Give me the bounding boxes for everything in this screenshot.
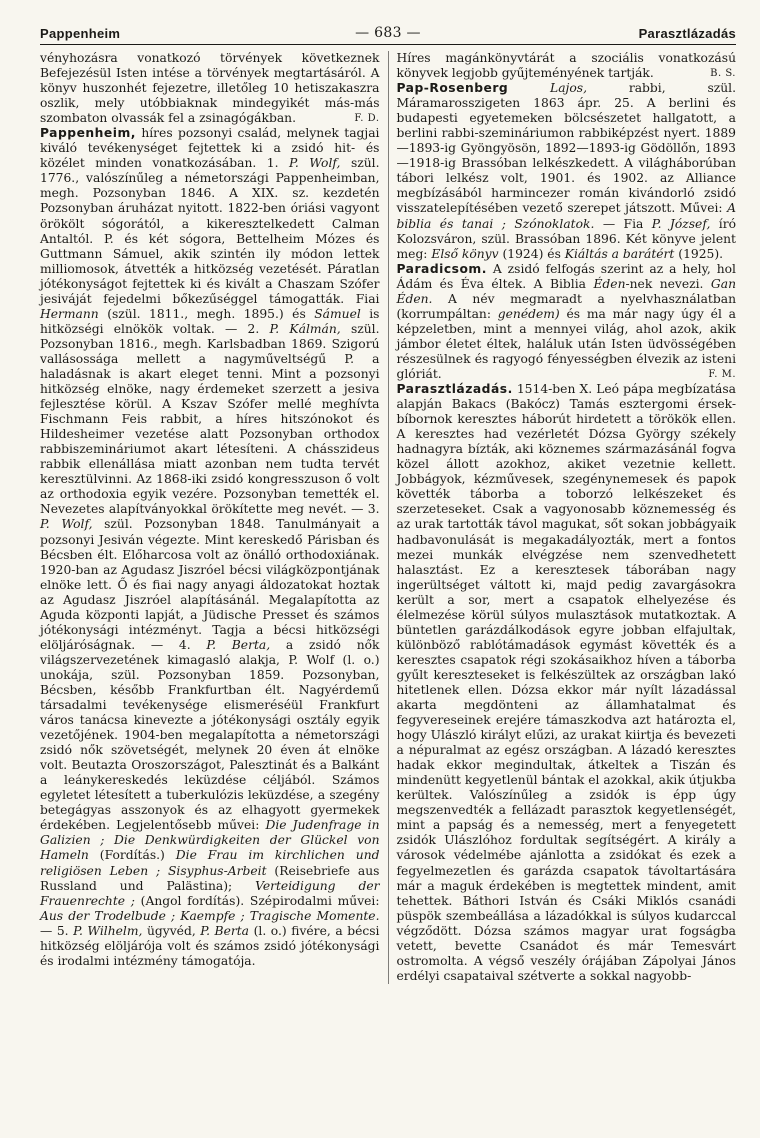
- entry-text: (Fordítás.): [88, 848, 176, 863]
- entry-text: ügyvéd,: [142, 923, 201, 938]
- entry-text: -nek nevezi.: [625, 276, 711, 291]
- headword: Pappenheim,: [40, 126, 136, 141]
- entry-text: híres pozsonyi család, melynek tagjai kiváló tevékenységet fejtettek ki a zsidó hit- és közélet minden vonatkozásában. 1.: [40, 126, 380, 171]
- term: genédem): [497, 306, 560, 321]
- headword: Paradicsom.: [396, 261, 487, 276]
- term: Éden: [593, 276, 626, 291]
- person-name: P. Wilhelm,: [73, 923, 143, 938]
- column-divider: [388, 51, 389, 984]
- work-title: Első könyv: [431, 246, 499, 261]
- work-title: Verteidigung der Frauenrechte ;: [40, 878, 380, 908]
- author-signature: F. M.: [708, 368, 736, 380]
- work-title: Kiáltás a barátért: [564, 246, 675, 261]
- person-name: Lajos,: [508, 81, 587, 96]
- entry-text: és ma már nagy úgy él a képzeletben, mint a mennyei világ, ahol azok, akik jámbor életet éltek, haláluk után Isten üdvösségében részesülnek és ragyogó fényességben élvezik az isteni glóriát.: [396, 306, 736, 381]
- entry-text: is hitközségi elnökök voltak. — 2.: [40, 306, 380, 336]
- continued-text: Híres magánkönyvtárát a szociális vonatkozású könyvek legjobb gyűjteményének tartják.: [396, 51, 736, 81]
- continued-entry: [40, 51, 380, 126]
- header-left-keyword: Pappenheim: [40, 26, 121, 41]
- author-signature: B. S.: [710, 68, 736, 80]
- left-column: [40, 51, 380, 984]
- page-number: — 683 —: [355, 25, 421, 41]
- person-name: P. Berta: [200, 923, 250, 938]
- entry-paradicsom: [397, 262, 737, 382]
- entry-text: — 5.: [40, 923, 74, 938]
- author-signature: F. D.: [354, 113, 380, 125]
- entry-text: (Reisebriefe aus Russland und Palästina);: [40, 863, 380, 893]
- person-name: P. Berta,: [206, 637, 271, 652]
- running-header: [40, 22, 736, 45]
- entry-text: A név megmaradt a nyelvhasználatban (korrumpáltan:: [396, 291, 736, 321]
- person-name: Sámuel: [314, 306, 361, 321]
- work-title: Die Frau im kirchlichen und religiösen Leben ; Sisyphus-Arbeit: [40, 848, 380, 878]
- entry-text: 1514-ben X. Leó pápa megbízatása alapján Bakacs (Bakócz) Tamás esztergomi érsek-bíbornok keresztes háborút hirdetett a törökök ellen. A keresztes had vezérletét Dózsa György székely hadnagyra bízták, aki köznemes származásánál fogva közel állott azokhoz, akiket vezetnie kellett. Jobbágyok, kézművesek, szegénynemesek és papok követték táborba a toborzó lelkészeket és szerzeteseket. Csak a vagyonosabb köznemesség és az urak tartották távol magukat, sőt sokan jobbágyaik hadbavonulását is megakadályozták, mert a fontos mezei munkák elvégzése nem szenvedhetett halasztást. Ez a keresztesek táborában nagy ingerültséget váltott ki, majd pedig zavargásokra került a sor, mert a csapatok elhelyezése és élelmezése körül súlyos mulasztások mutatkoztak. A büntetlen garázdálkodások egyre jobban elfajultak, különböző rablótámadások egymást követték és a keresztes csapatok régi szokásaikhoz híven a táborba gyűlt kereszteseket is felkészültek az országban lakó hitetlenek ellen. Dózsa ekkor már nyílt lázadással akarta megdönteni az államhatalmat és fegyvereseinek erejére támaszkodva azt határozta el, hogy Ulászló királyt elűzi, az urakat kiirtja és bevezeti a népuralmat az egész országban. A lázadó keresztes hadak ekkor megindultak, átkeltek a Tiszán és mindenütt kegyetlenül bántak el azokkal, akik útjukba kerültek. Valószínűleg a zsidók is épp úgy megszenvedték a fellázadt parasztok kegyetlenségét, mint a papság és a nemesség, mert a fenyegetett zsidók Ulászlóhoz fordultak segítségért. A király a városok védelmébe ajánlotta a zsidókat és ezek a fegyelmezetlen és garázda csapatok távoltartására már a maguk érdekében is megtettek mindent, amit tehettek. Báthori István és Csáki Miklós csanádi püspök szembeállása a lázadókkal is súlyos kudarccal végződött. Dózsa számos magyar urat fogságba vetett, bevette Csanádot és már Temesvárt ostromolta. A végső veszély órájában Zápolyai János erdélyi csapataival szétverte a sokkal nagyobb-: [396, 382, 736, 983]
- entry-text: (szül. 1811., megh. 1895.) és: [98, 306, 315, 321]
- person-name: Hermann: [40, 306, 99, 321]
- entry-parasztlazadas: [397, 382, 737, 984]
- headword: Parasztlázadás.: [396, 382, 513, 397]
- person-name: P. Wolf,: [289, 156, 341, 171]
- entry-text: rabbi, szül. Máramarosszigeten 1863 ápr. 25. A berlini és budapesti egyetemeken bölcsészetet hallgatott, a berlini rabbi-szemináriumon rabbiképzést nyert. 1889—1893-ig Gyöngyösön, 1892—1893-ig Gödöllőn, 1893—1918-ig Brassóban lelkészkedett. A világháborúban tábori lelkész volt, 1901. és 1902. az Alliance megbízásából harmincezer román kivándorló zsidó visszatelepítésében vezető szerepet játszott. Művei:: [396, 81, 736, 216]
- work-title: Aus der Trodelbude ; Kaempfe ; Tragische Momente.: [40, 908, 380, 923]
- person-name: P. Kálmán,: [269, 321, 341, 336]
- entry-text: szül. Pozsonyban 1816., megh. Karlsbadban 1869. Szigorú vallásossága mellett a nagyműveltségű P. a haladásnak is akart eleget tenni. Mint a pozsonyi hitközség elnöke, nagy érdemeket szerzett a jesiva fejlesztése körül. A Kszav Szófer mellé meghívta Fischmann Feis rabbit, a híres hitszónokot és Hildesheimer vezetése alatt Pozsonyban orthodox rabbiszemináriumot akart létesíteni. A chásszideus rabbik ellenállása miatt azonban nem tudta tervét keresztülvinni. Az 1868-iki zsidó kongresszuson ő volt az orthodoxia egyik vezére. Pozsonyban temették el. Nevezetes alapítványokkal örökítette meg nevét. — 3.: [40, 321, 380, 517]
- entry-text: (1925).: [674, 246, 724, 261]
- term: Gan Éden.: [396, 276, 736, 306]
- headword: Pap-Rosenberg: [396, 81, 509, 96]
- entry-text: szül. Pozsonyban 1848. Tanulmányait a pozsonyi Jesiván végezte. Mint kereskedő Párisban és Bécsben élt. Előharcosa volt az önálló orthodoxiának. 1920-ban az Agudasz Jiszróel bécsi világközpontjának elnöke lett. Ő és fiai nagy anyagi áldozatokat hoztak az Agudasz Jiszróel alapításánál. Megalapította az Aguda központi lapját, a Jüdische Presset és számos jótékonysági intézményt. Tagja a bécsi hitközségi elöljáróságnak. — 4.: [40, 517, 380, 652]
- entry-pap-rosenberg: [397, 81, 737, 262]
- continued-entry: [397, 51, 737, 81]
- entry-pappenheim: [40, 126, 380, 969]
- two-column-body: [40, 51, 736, 984]
- entry-text: a zsidó nők világszervezetének kimagasló alakja, P. Wolf (l. o.) unokája, szül. Pozsonyban 1859. Pozsonyban, Bécsben, később Frankfurtban élt. Nagyérdemű társadalmi tevékenysége elismeréséül Frankfurt város tanácsa kinevezte a jótékonysági osztály egyik vezetőjének. 1904-ben megalapította a németországi zsidó nők szövetségét, melynek 20 éven át elnöke volt. Beutazta Oroszországot, Palesztinát és a Balkánt a leánykereskedés leküzdése céljából. Számos egyletet létesített a tuberkulózis leküzdése, a szegény betegágyas asszonyok és az elhagyott gyermekek érdekében. Legjelentősebb művei:: [40, 637, 380, 833]
- entry-text: (Angol fordítás). Szépirodalmi művei:: [134, 893, 380, 908]
- continued-text: vényhozásra vonatkozó törvények következnek Befejezésül Isten intése a törvények megtartásáról. A könyv huszonhét fejezetre, illetőleg 10 hetiszakaszra oszlik, mely utóbbiaknak mindegyikét más-más szombaton olvassák fel a zsinagógákban.: [40, 51, 380, 126]
- entry-text: szül. 1776., valószínűleg a németországi Pappenheimban, megh. Pozsonyban 1846. A XIX. sz. kezdetén Pozsonyban áruházat nyitott. 1822-ben óriási vagyont örökölt sógorától, a kikeresztelkedett Calman Antaltól. P. és két sógora, Bettelheim Mózes és Guttmann Sámuel, akik szintén ily módon lettek milliomosok, átvették a hitközség vezetését. Páratlan jótékonyságot fejtettek ki és kivált a Chaszam Szófer jesiváját fejedelmi bőkezűséggel támogatták. Fiai: [40, 156, 380, 306]
- entry-text: (l. o.) fivére, a bécsi hitközség elöljárója volt és számos zsidó jótékonysági és irodalmi intézmény támogatója.: [40, 923, 380, 968]
- entry-text: A zsidó felfogás szerint az a hely, hol Ádám és Éva éltek. A Biblia: [396, 261, 736, 291]
- person-name: P. Wolf,: [40, 517, 93, 532]
- entry-text: — Fia: [594, 216, 652, 231]
- header-right-keyword: Parasztlázadás: [638, 26, 736, 41]
- right-column: [397, 51, 737, 984]
- person-name: P. József,: [651, 216, 711, 231]
- work-title: A biblia és tanai ; Szónoklatok.: [396, 201, 736, 231]
- work-title: Die Judenfrage in Galizien ; Die Denkwürdigkeiten der Glückel von Hameln: [40, 818, 380, 863]
- entry-text: (1924) és: [498, 246, 565, 261]
- entry-text: író Kolozsváron, szül. Brassóban 1896. Két könyve jelent meg:: [396, 216, 737, 261]
